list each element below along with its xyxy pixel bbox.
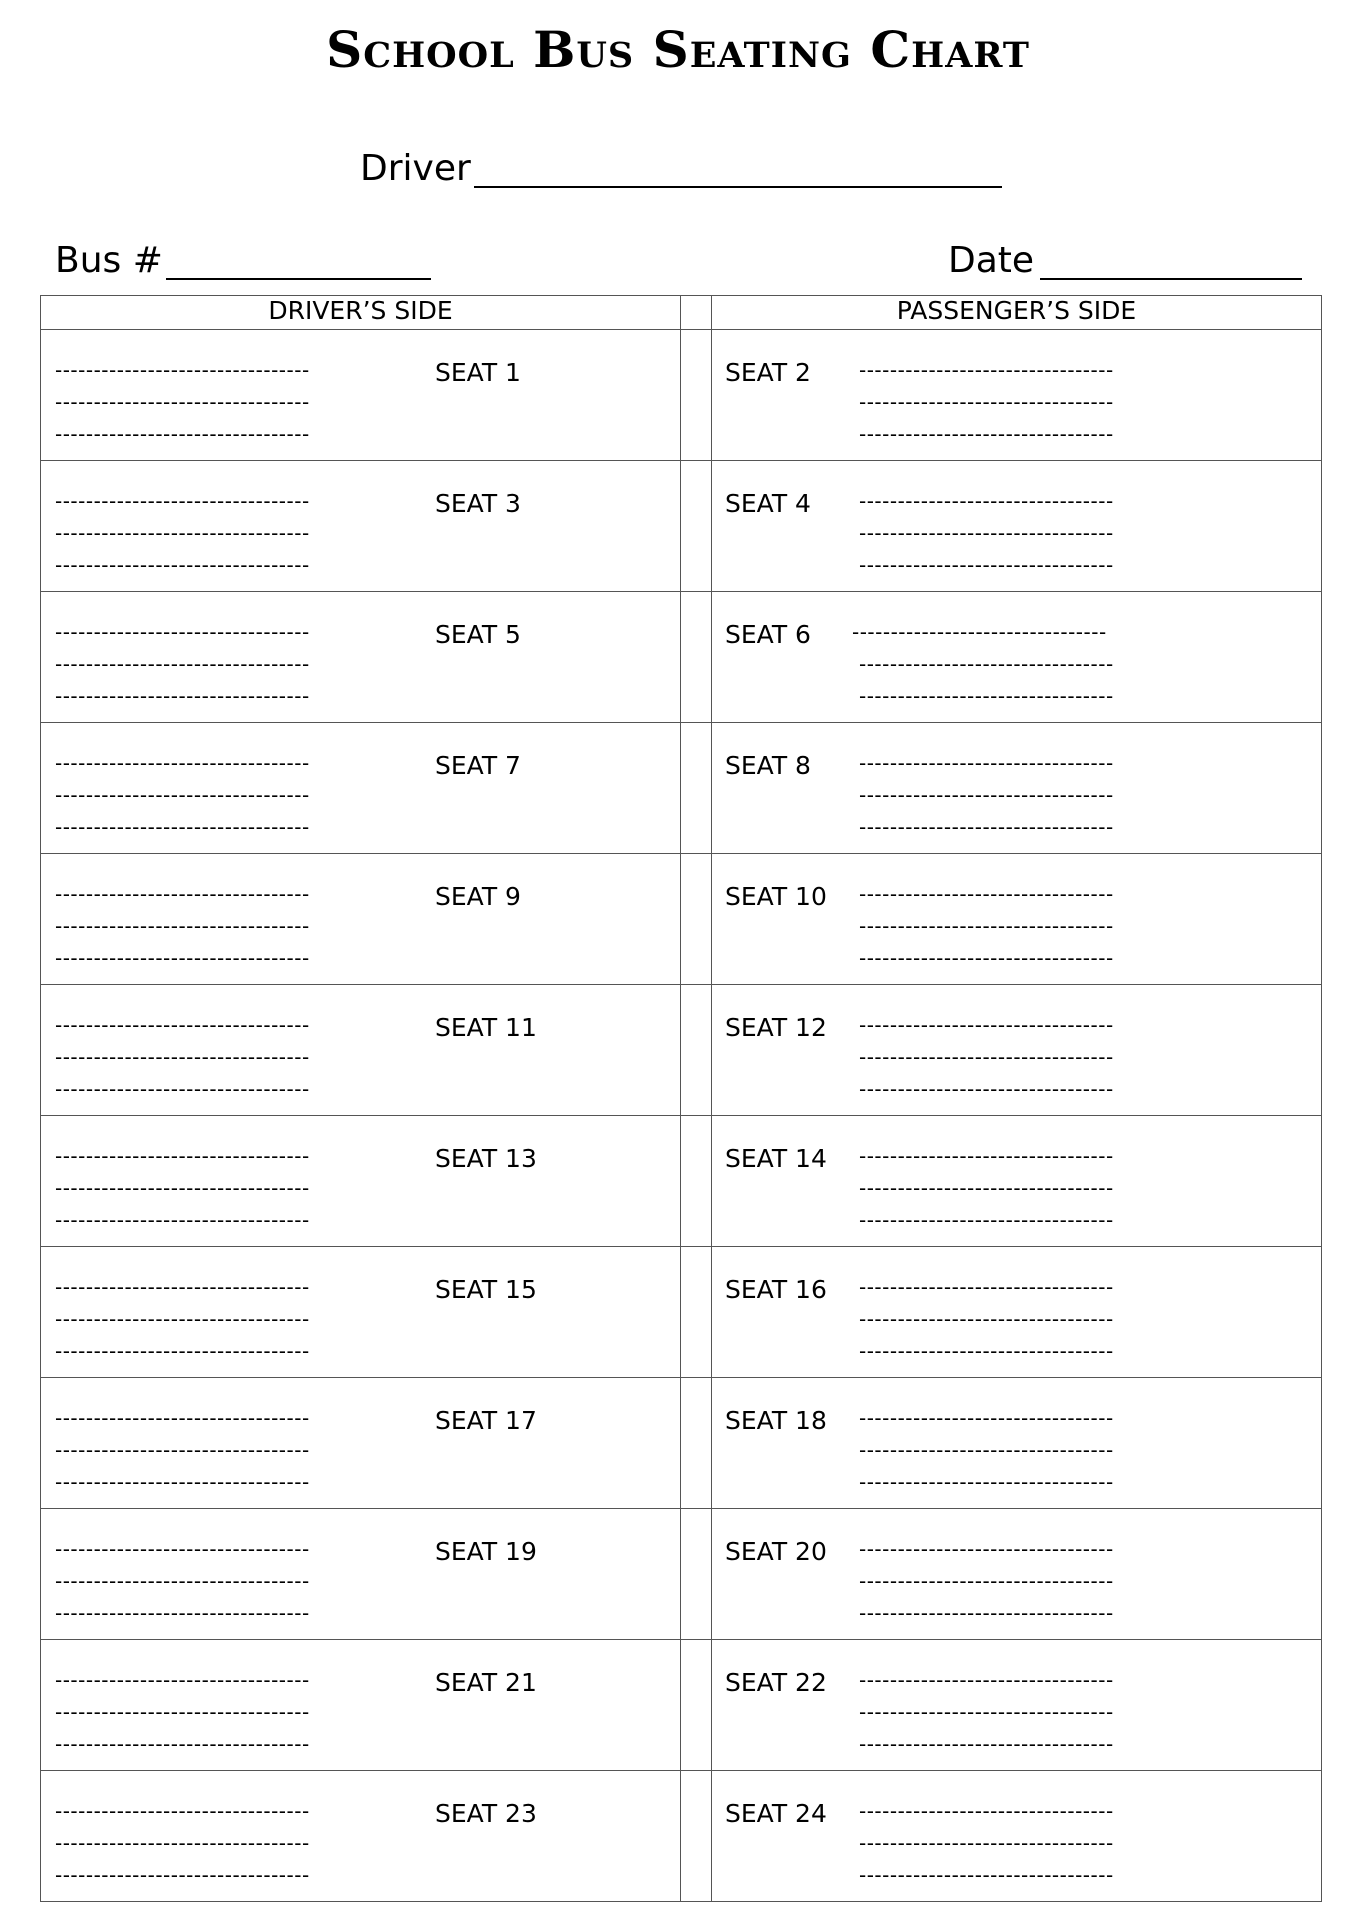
- name-blank-line[interactable]: ---------------------------------: [859, 1863, 1114, 1887]
- passengers-side-seat-cell: [712, 1771, 1322, 1902]
- aisle-cell: [681, 1247, 712, 1378]
- passengers-side-seat-cell: [712, 330, 1322, 461]
- name-blank-line[interactable]: ---------------------------------: [55, 1406, 310, 1430]
- aisle-header: [681, 296, 712, 330]
- seat-label: SEAT 19: [435, 1537, 537, 1566]
- seat-row: [41, 854, 1322, 985]
- name-blank-line[interactable]: ---------------------------------: [55, 652, 310, 676]
- name-blank-line[interactable]: ---------------------------------: [55, 553, 310, 577]
- seat-row: [41, 461, 1322, 592]
- name-blank-line[interactable]: ---------------------------------: [55, 1732, 310, 1756]
- passengers-side-seat-cell: [712, 1247, 1322, 1378]
- name-blank-line[interactable]: ---------------------------------: [55, 1700, 310, 1724]
- driver-field[interactable]: [474, 186, 1002, 188]
- name-blank-line[interactable]: ---------------------------------: [859, 1831, 1114, 1855]
- name-blank-line[interactable]: ---------------------------------: [859, 1045, 1114, 1069]
- seat-label: SEAT 15: [435, 1275, 537, 1304]
- seat-label: SEAT 2: [725, 358, 811, 387]
- bus-number-label: Bus #: [55, 240, 163, 281]
- seat-label: SEAT 6: [725, 620, 811, 649]
- seat-label: SEAT 11: [435, 1013, 537, 1042]
- drivers-side-seat-cell: [41, 1771, 681, 1902]
- name-blank-line[interactable]: ---------------------------------: [859, 914, 1114, 938]
- seat-row: [41, 723, 1322, 854]
- name-blank-line[interactable]: ---------------------------------: [55, 1668, 310, 1692]
- aisle-cell: [681, 1378, 712, 1509]
- name-blank-line[interactable]: ---------------------------------: [55, 946, 310, 970]
- name-blank-line[interactable]: ---------------------------------: [859, 1013, 1114, 1037]
- name-blank-line[interactable]: ---------------------------------: [859, 1339, 1114, 1363]
- seat-row: [41, 1509, 1322, 1640]
- passengers-side-seat-cell: [712, 1640, 1322, 1771]
- date-label: Date: [948, 240, 1035, 281]
- aisle-cell: [681, 461, 712, 592]
- drivers-side-seat-cell: [41, 461, 681, 592]
- drivers-side-seat-cell: [41, 1509, 681, 1640]
- seat-label: SEAT 21: [435, 1668, 537, 1697]
- seat-label: SEAT 5: [435, 620, 521, 649]
- name-blank-line[interactable]: ---------------------------------: [55, 358, 310, 382]
- drivers-side-header: DRIVER’S SIDE: [41, 296, 681, 330]
- name-blank-line[interactable]: ---------------------------------: [55, 521, 310, 545]
- seat-row: [41, 1247, 1322, 1378]
- name-blank-line[interactable]: ---------------------------------: [55, 1013, 310, 1037]
- name-blank-line[interactable]: ---------------------------------: [859, 1569, 1114, 1593]
- drivers-side-seat-cell: [41, 592, 681, 723]
- seat-label: SEAT 24: [725, 1799, 827, 1828]
- name-blank-line[interactable]: ---------------------------------: [859, 946, 1114, 970]
- seat-row: [41, 1771, 1322, 1902]
- name-blank-line[interactable]: ---------------------------------: [859, 1601, 1114, 1625]
- passengers-side-seat-cell: [712, 592, 1322, 723]
- name-blank-line[interactable]: ---------------------------------: [55, 783, 310, 807]
- name-blank-line[interactable]: ---------------------------------: [859, 1406, 1114, 1430]
- name-blank-line[interactable]: ---------------------------------: [55, 1045, 310, 1069]
- name-blank-line[interactable]: ---------------------------------: [859, 521, 1114, 545]
- seat-row: [41, 985, 1322, 1116]
- date-field[interactable]: [1040, 278, 1302, 280]
- name-blank-line[interactable]: ---------------------------------: [859, 1208, 1114, 1232]
- seating-chart-table: [40, 295, 1322, 1902]
- name-blank-line[interactable]: ---------------------------------: [859, 1144, 1114, 1168]
- name-blank-line[interactable]: ---------------------------------: [859, 1307, 1114, 1331]
- name-blank-line[interactable]: ---------------------------------: [55, 1799, 310, 1823]
- name-blank-line[interactable]: ---------------------------------: [55, 1601, 310, 1625]
- drivers-side-seat-cell: [41, 723, 681, 854]
- name-blank-line[interactable]: ---------------------------------: [55, 1275, 310, 1299]
- name-blank-line[interactable]: ---------------------------------: [859, 1668, 1114, 1692]
- seat-label: SEAT 3: [435, 489, 521, 518]
- seat-row: [41, 592, 1322, 723]
- seat-label: SEAT 13: [435, 1144, 537, 1173]
- name-blank-line[interactable]: ---------------------------------: [859, 358, 1114, 382]
- name-blank-line[interactable]: ---------------------------------: [859, 1275, 1114, 1299]
- name-blank-line[interactable]: ---------------------------------: [55, 882, 310, 906]
- aisle-cell: [681, 330, 712, 461]
- name-blank-line[interactable]: ---------------------------------: [55, 1569, 310, 1593]
- seat-label: SEAT 8: [725, 751, 811, 780]
- name-blank-line[interactable]: ---------------------------------: [859, 684, 1114, 708]
- aisle-cell: [681, 854, 712, 985]
- drivers-side-seat-cell: [41, 854, 681, 985]
- drivers-side-seat-cell: [41, 1247, 681, 1378]
- aisle-cell: [681, 723, 712, 854]
- bus-number-field[interactable]: [166, 278, 431, 280]
- drivers-side-seat-cell: [41, 330, 681, 461]
- drivers-side-seat-cell: [41, 985, 681, 1116]
- name-blank-line[interactable]: ---------------------------------: [55, 684, 310, 708]
- drivers-side-seat-cell: [41, 1640, 681, 1771]
- name-blank-line[interactable]: ---------------------------------: [55, 1863, 310, 1887]
- seat-label: SEAT 10: [725, 882, 827, 911]
- name-blank-line[interactable]: ---------------------------------: [55, 1176, 310, 1200]
- name-blank-line[interactable]: ---------------------------------: [55, 1208, 310, 1232]
- name-blank-line[interactable]: ---------------------------------: [859, 1438, 1114, 1462]
- seat-label: SEAT 22: [725, 1668, 827, 1697]
- name-blank-line[interactable]: ---------------------------------: [55, 620, 310, 644]
- aisle-cell: [681, 1771, 712, 1902]
- name-blank-line[interactable]: ---------------------------------: [859, 1732, 1114, 1756]
- name-blank-line[interactable]: ---------------------------------: [859, 1176, 1114, 1200]
- name-blank-line[interactable]: ---------------------------------: [859, 489, 1114, 513]
- aisle-cell: [681, 985, 712, 1116]
- name-blank-line[interactable]: ---------------------------------: [55, 489, 310, 513]
- seat-row: [41, 1116, 1322, 1247]
- seat-label: SEAT 1: [435, 358, 521, 387]
- seat-label: SEAT 14: [725, 1144, 827, 1173]
- passengers-side-seat-cell: [712, 854, 1322, 985]
- name-blank-line[interactable]: ---------------------------------: [859, 1077, 1114, 1101]
- name-blank-line[interactable]: ---------------------------------: [55, 1470, 310, 1494]
- aisle-cell: [681, 592, 712, 723]
- name-blank-line[interactable]: ---------------------------------: [55, 1537, 310, 1561]
- passengers-side-seat-cell: [712, 1378, 1322, 1509]
- page-title: School Bus Seating Chart: [326, 20, 1030, 79]
- name-blank-line[interactable]: ---------------------------------: [859, 815, 1114, 839]
- name-blank-line[interactable]: ---------------------------------: [55, 1831, 310, 1855]
- seat-label: SEAT 4: [725, 489, 811, 518]
- name-blank-line[interactable]: ---------------------------------: [55, 1438, 310, 1462]
- seat-label: SEAT 9: [435, 882, 521, 911]
- seat-row: [41, 330, 1322, 461]
- name-blank-line[interactable]: ---------------------------------: [859, 882, 1114, 906]
- name-blank-line[interactable]: ---------------------------------: [859, 1700, 1114, 1724]
- aisle-cell: [681, 1640, 712, 1771]
- passengers-side-seat-cell: [712, 461, 1322, 592]
- seat-label: SEAT 7: [435, 751, 521, 780]
- seat-label: SEAT 23: [435, 1799, 537, 1828]
- name-blank-line[interactable]: ---------------------------------: [55, 1144, 310, 1168]
- aisle-cell: [681, 1509, 712, 1640]
- name-blank-line[interactable]: ---------------------------------: [859, 422, 1114, 446]
- name-blank-line[interactable]: ---------------------------------: [852, 620, 1107, 644]
- name-blank-line[interactable]: ---------------------------------: [859, 390, 1114, 414]
- name-blank-line[interactable]: ---------------------------------: [859, 783, 1114, 807]
- drivers-side-seat-cell: [41, 1378, 681, 1509]
- seat-row: [41, 1378, 1322, 1509]
- seat-row: [41, 1640, 1322, 1771]
- name-blank-line[interactable]: ---------------------------------: [55, 1339, 310, 1363]
- seat-label: SEAT 12: [725, 1013, 827, 1042]
- passengers-side-seat-cell: [712, 1116, 1322, 1247]
- name-blank-line[interactable]: ---------------------------------: [859, 652, 1114, 676]
- passengers-side-seat-cell: [712, 985, 1322, 1116]
- seat-label: SEAT 18: [725, 1406, 827, 1435]
- seat-label: SEAT 16: [725, 1275, 827, 1304]
- name-blank-line[interactable]: ---------------------------------: [55, 1307, 310, 1331]
- seat-label: SEAT 17: [435, 1406, 537, 1435]
- name-blank-line[interactable]: ---------------------------------: [859, 1537, 1114, 1561]
- driver-label: Driver: [360, 148, 471, 189]
- name-blank-line[interactable]: ---------------------------------: [55, 1077, 310, 1101]
- aisle-cell: [681, 1116, 712, 1247]
- name-blank-line[interactable]: ---------------------------------: [859, 1799, 1114, 1823]
- name-blank-line[interactable]: ---------------------------------: [55, 914, 310, 938]
- passengers-side-seat-cell: [712, 1509, 1322, 1640]
- name-blank-line[interactable]: ---------------------------------: [859, 553, 1114, 577]
- name-blank-line[interactable]: ---------------------------------: [859, 751, 1114, 775]
- table-header-row: [41, 296, 1322, 330]
- name-blank-line[interactable]: ---------------------------------: [55, 422, 310, 446]
- passengers-side-seat-cell: [712, 723, 1322, 854]
- drivers-side-seat-cell: [41, 1116, 681, 1247]
- passengers-side-header: PASSENGER’S SIDE: [712, 296, 1322, 330]
- name-blank-line[interactable]: ---------------------------------: [55, 751, 310, 775]
- name-blank-line[interactable]: ---------------------------------: [55, 815, 310, 839]
- name-blank-line[interactable]: ---------------------------------: [55, 390, 310, 414]
- seat-label: SEAT 20: [725, 1537, 827, 1566]
- name-blank-line[interactable]: ---------------------------------: [859, 1470, 1114, 1494]
